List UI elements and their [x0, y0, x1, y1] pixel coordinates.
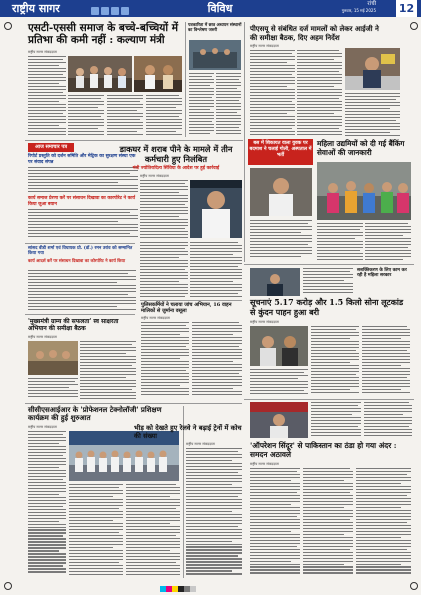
train-byline: राष्ट्रीय सागर संवाददाता — [186, 442, 215, 446]
vehicle-check-headline: पुलिसकर्मियों ने चलाया जांच अभियान, 16 वाहन मालिकों से जुर्माना वसूला — [141, 302, 232, 314]
honour-text — [28, 270, 136, 312]
school-subhead-1: रिपोर्ट प्रस्तुति को दर्शन समिति और मेट्रिक का सुरक्षण संस्था एक पर संवाद संपन्न — [28, 154, 136, 165]
ig-photo — [345, 48, 400, 90]
gold-text-col2 — [311, 326, 359, 396]
paper-name: राष्ट्रीय सागर — [4, 1, 162, 16]
post-office-text-col1 — [140, 180, 188, 240]
kalyan-text-col4 — [146, 95, 182, 138]
post-office-text-col2 — [140, 242, 188, 300]
masthead-bar — [0, 0, 421, 17]
honour-subhead: कार्य आदर्श करें पर संसाधन दिखावा का कोरपोरेट ने कार्य किया — [28, 258, 126, 263]
kalyan-text-col3 — [107, 95, 143, 138]
right-small-headline: सशक्तिकरण के लिए काम कर रही है महिला सरकार — [357, 268, 407, 279]
gold-text-col1 — [250, 369, 308, 396]
gold-headline: सूचनाएं 5.17 करोड़ और 1.5 किलो सोना लूटकांड से कुंदन पाहन हुआ बरी — [250, 297, 404, 317]
right-small-text — [303, 268, 353, 296]
vehicle-check-text-col1 — [141, 322, 189, 398]
edition-date: गुरुवार, 15 मई 2025 — [341, 8, 376, 13]
csir-text-col3 — [126, 484, 180, 577]
sidebar1-photo — [189, 40, 241, 70]
edition-city: रांची — [367, 1, 376, 7]
kalyan-photo-minister — [134, 56, 182, 92]
campaign-text-col2 — [80, 341, 136, 401]
section-rule — [25, 140, 243, 141]
operation-text-col2 — [303, 468, 353, 578]
kalyan-photo-students — [68, 56, 132, 92]
csir-text-col2 — [69, 484, 123, 577]
operation-top-text-2 — [364, 402, 412, 439]
ig-text-col2 — [297, 50, 342, 138]
campaign-text-col1 — [28, 378, 78, 400]
post-office-subhead: मंत्री ज्योतिरादित्य सिंधिया के आदेश पर हुई कार्रवाई — [132, 166, 220, 171]
csir-headline: सीसीएसआईआर के 'प्रोफेशनल टेक्नोलॉजी' प्रशिक्षण कार्यक्रम की हुई शुरुआत — [28, 405, 162, 423]
kalyan-text-col2 — [68, 95, 104, 138]
train-text — [186, 448, 242, 577]
section-rule — [244, 264, 414, 265]
csir-text-col1 — [28, 431, 66, 577]
mahila-text-col1 — [250, 220, 312, 260]
csir-byline: राष्ट्रीय सागर संवाददाता — [28, 425, 57, 429]
operation-photo — [250, 402, 308, 438]
registration-mark — [4, 22, 12, 30]
kalyan-byline: राष्ट्रीय सागर संवाददाता — [28, 50, 57, 54]
operation-text-col3 — [356, 468, 411, 578]
school-box-label: आज समाचार पत्र — [28, 143, 74, 152]
sidebar1-headline: पत्रकारिता में छात्र अध्ययन संस्थानों का विश्लेषण जरुरी — [188, 22, 242, 32]
post-office-text-col3 — [190, 242, 242, 300]
operation-byline: राष्ट्रीय सागर संवाददाता — [250, 462, 279, 466]
train-headline: भीड़ को देखते हुए रेलवे ने बढ़ाई ट्रेनों में कोच की संख्या — [134, 424, 242, 440]
mahila-side-box: बस में शिकायत वाला युवक पर बदमाश ने चलाई गोली, अस्पताल में भर्ती — [248, 139, 313, 165]
operation-headline: 'ऑपरेशन सिंदूर' से पाकिस्तान का ठंडा हो गया अंदर : समदन अठावले — [250, 441, 397, 459]
vehicle-check-byline: राष्ट्रीय सागर संवाददाता — [141, 316, 170, 320]
campaign-photo — [28, 341, 78, 375]
section-rule — [25, 243, 135, 244]
mahila-text-col3 — [365, 223, 411, 263]
section-rule — [25, 314, 135, 315]
gold-text-col3 — [362, 326, 410, 396]
ig-byline: राष्ट्रीय सागर संवाददाता — [250, 44, 279, 48]
gold-byline: राष्ट्रीय सागर संवाददाता — [250, 320, 279, 324]
section-rule — [244, 399, 414, 400]
ig-text-col1 — [250, 50, 295, 138]
school-text-2 — [28, 209, 138, 239]
campaign-byline: राष्ट्रीय सागर संवाददाता — [28, 335, 57, 339]
kalyan-headline: एसटी-एससी समाज के बच्चे-बच्चियों में प्रतिभा की कमी नहीं : कल्याण मंत्री — [28, 22, 178, 47]
kalyan-text-col1 — [28, 56, 66, 138]
column-rule — [244, 22, 245, 262]
campaign-headline: 'मुख्यमंत्री ग्राम्य की सफलता' स्व साक्षरता अभियान की समीक्षा बैठक — [28, 318, 119, 333]
vehicle-check-text-col2 — [192, 322, 242, 398]
ig-headline: पीएसयू से संबंधित दर्ज मामलों को लेकर आईजी ने की समीक्षा बैठक, दिए अहम निर्देश — [250, 24, 379, 42]
section-rule — [140, 300, 242, 301]
mahila-headline: महिला उद्यमियों को दी गई बैंकिंग सेवाओं की जानकारी — [317, 139, 405, 157]
operation-text-col1 — [250, 468, 300, 578]
section-name: विविध — [207, 2, 233, 15]
gold-thumb-1 — [250, 268, 300, 296]
color-registration-strip — [160, 586, 196, 592]
registration-mark — [410, 22, 418, 30]
gold-photo-accused — [250, 326, 308, 366]
school-subhead-2: कार्य समाज प्रेरणा करें पर संसाधन दिखावा का कारपोरेट ने कार्य किया जुआ बयान — [28, 196, 136, 207]
sidebar1-text-a — [189, 73, 214, 137]
masthead-decor-icons — [90, 2, 135, 15]
post-office-byline: राष्ट्रीय सागर संवाददाता — [140, 174, 169, 178]
page-number: 12 — [396, 0, 417, 17]
column-rule — [185, 22, 186, 137]
sidebar1-text-b — [216, 73, 241, 137]
ig-text-col3 — [345, 93, 400, 138]
mahila-portrait — [250, 168, 312, 216]
mahila-text-col2 — [317, 223, 363, 263]
honour-headline: सांसद वीडी शर्मा एवं विधायक प्रो. (डॉ.) रमन उरांव को सम्मानित किया गया — [28, 246, 133, 257]
mahila-photo — [317, 162, 411, 220]
swatch — [190, 586, 196, 592]
post-office-headline: डाकघर में शराब पीने के मामले में तीन कर्मचारी हुए निलंबित — [119, 144, 233, 164]
section-rule — [25, 403, 242, 404]
registration-mark — [410, 582, 418, 590]
post-office-photo-minister — [190, 180, 242, 238]
registration-mark — [4, 582, 12, 590]
operation-top-text — [311, 402, 361, 439]
